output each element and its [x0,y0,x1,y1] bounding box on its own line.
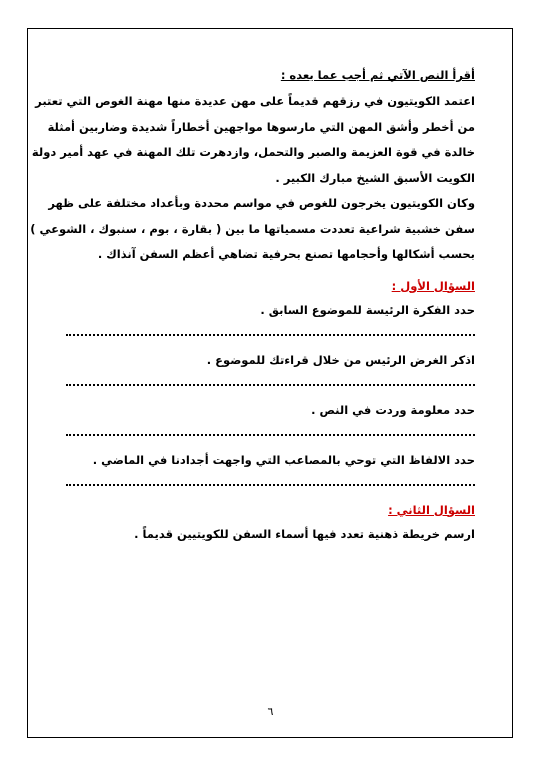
passage-line: وكان الكويتيون يخرجون للغوص في مواسم محددة وبأعداد مختلفة على ظهر [48,196,475,210]
answer-line[interactable] [66,384,475,386]
question-item: حدد الالفاظ التي توحي بالمصاعب التي واجهت أجدادنا في الماضي . [92,452,475,467]
page-number: ٦ [267,705,274,718]
reading-passage [30,89,475,268]
passage-line: الكويت الأسبق الشيخ مبارك الكبير . [275,170,475,185]
worksheet-content [30,66,475,544]
question-item: حدد الفكرة الرئيسة للموضوع السابق . [260,302,475,317]
question-one-heading: السؤال الأول : [391,278,475,293]
passage-line: سفن خشبية شراعية تعددت مسمياتها ما بين ( بقارة ، بوم ، سنبوك ، الشوعي ) [30,221,475,236]
reading-instruction: أقرأ النص الآتي ثم أجب عما يعده : [280,68,475,82]
answer-line[interactable] [66,434,475,436]
question-item: اذكر الغرض الرئيس من خلال قراءتك للموضوع . [206,352,475,367]
passage-line: اعتمد الكويتيون في رزقهم قديماً على مهن عديدة منها مهنة الغوص التي تعتبر [35,94,475,108]
question-two-section [66,500,475,544]
question-item: حدد معلومة وردت في النص . [311,402,475,417]
passage-line: من أخطر وأشق المهن التي مارسوها مواجهين أخطاراً شديدة وضاربين أمثلة [47,119,475,134]
question-item: ارسم خريطة ذهنية تعدد فيها أسماء السفن للكويتيين قديماً . [134,526,475,541]
answer-line[interactable] [66,334,475,336]
passage-line: خالدة في قوة العزيمة والصبر والتحمل، وازدهرت تلك المهنة في عهد أمير دولة [31,145,475,159]
answer-line[interactable] [66,484,475,486]
question-one-section [66,276,475,486]
question-two-heading: السؤال الثاني : [388,502,475,517]
passage-line: بحسب أشكالها وأحجامها تصنع بحرفية تضاهي أعظم السفن آنذاك . [97,247,475,261]
